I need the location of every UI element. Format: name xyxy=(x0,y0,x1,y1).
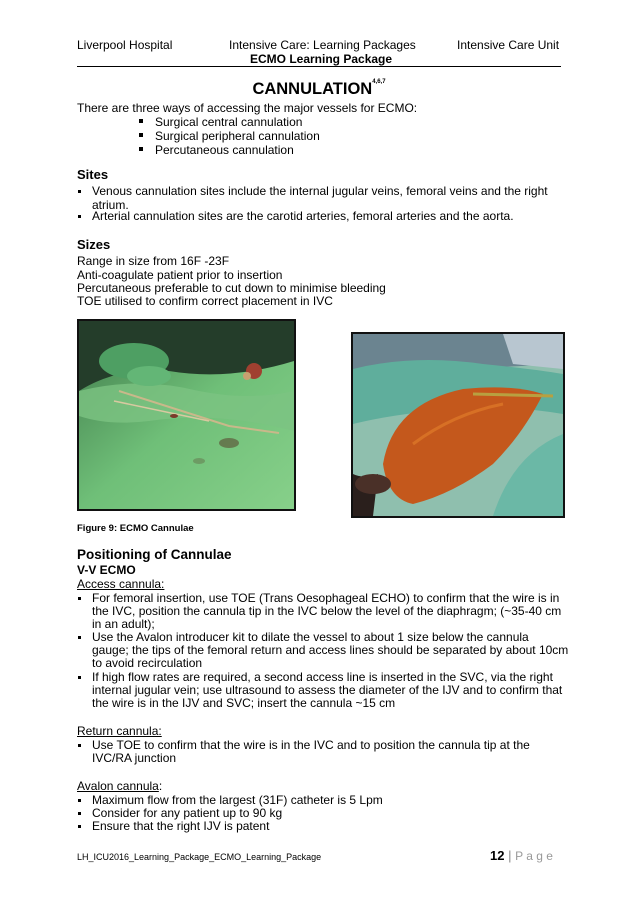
sites-item-2: Arterial cannulation sites are the carotid arteries, femoral arteries and the aorta. xyxy=(92,209,514,223)
sizes-line-4: TOE utilised to confirm correct placement in IVC xyxy=(77,294,333,308)
sites-item-1-line-2: atrium. xyxy=(92,198,129,212)
sites-item-1-line-1: Venous cannulation sites include the internal jugular veins, femoral veins and the right xyxy=(92,184,548,198)
access-method-2: Surgical peripheral cannulation xyxy=(155,129,320,143)
positioning-heading: Positioning of Cannulae xyxy=(77,547,232,562)
bullet xyxy=(139,147,143,151)
page-number: 12 | P a g e xyxy=(490,848,553,863)
return-cannula-label: Return cannula: xyxy=(77,724,162,738)
cannulae-photo-left xyxy=(77,319,296,511)
return-item-line-2: IVC/RA junction xyxy=(92,751,177,765)
figure-caption: Figure 9: ECMO Cannulae xyxy=(77,523,194,534)
access-item-2-line-2: gauge; the tips of the femoral return and access lines should be separated by about 10cm xyxy=(92,643,569,657)
bullet xyxy=(78,812,81,815)
sizes-line-2: Anti-coagulate patient prior to insertion xyxy=(77,268,283,282)
bullet xyxy=(78,676,81,679)
sites-heading: Sites xyxy=(77,167,109,182)
avalon-cannula-label: Avalon cannula: xyxy=(77,779,163,793)
avalon-item-2: Consider for any patient up to 90 kg xyxy=(92,806,283,820)
return-item-line-1: Use TOE to confirm that the wire is in the IVC and to position the cannula tip at the xyxy=(92,738,530,752)
access-item-1-line-1: For femoral insertion, use TOE (Trans Oesophageal ECHO) to confirm that the wire is in xyxy=(92,591,560,605)
bullet xyxy=(78,744,81,747)
bullet xyxy=(139,119,143,123)
cannulae-photo-right xyxy=(351,332,565,518)
header-hospital: Liverpool Hospital xyxy=(77,38,173,52)
femoral-site-image xyxy=(353,334,563,516)
header-subtitle: ECMO Learning Package xyxy=(250,52,393,66)
header-unit: Intensive Care Unit xyxy=(457,38,560,52)
access-item-3-line-3: the wire is in the IJV and SVC; insert the cannula ~15 cm xyxy=(92,696,396,710)
vv-ecmo-subheading: V-V ECMO xyxy=(77,563,136,577)
access-cannula-label: Access cannula: xyxy=(77,577,165,591)
sizes-heading: Sizes xyxy=(77,237,111,252)
page-separator: | xyxy=(508,848,512,863)
header-rule xyxy=(77,66,561,67)
bullet xyxy=(78,190,81,193)
bullet xyxy=(78,636,81,639)
title-references: 4,6,7 xyxy=(372,79,386,85)
avalon-item-3: Ensure that the right IJV is patent xyxy=(92,819,270,833)
bullet xyxy=(78,215,81,218)
access-item-2-line-3: to avoid recirculation xyxy=(92,656,203,670)
access-method-3: Percutaneous cannulation xyxy=(155,143,294,157)
bullet xyxy=(139,133,143,137)
sizes-line-3: Percutaneous preferable to cut down to minimise bleeding xyxy=(77,281,386,295)
access-item-3-line-2: internal jugular vein; use ultrasound to assess the diameter of the IJV and to confirm that xyxy=(92,683,563,697)
bullet xyxy=(78,597,81,600)
sizes-line-1: Range in size from 16F -23F xyxy=(77,254,230,268)
access-item-2-line-1: Use the Avalon introducer kit to dilate the vessel to about 1 size below the cannula xyxy=(92,630,529,644)
avalon-item-1: Maximum flow from the largest (31F) catheter is 5 Lpm xyxy=(92,793,383,807)
intro-text: There are three ways of accessing the major vessels for ECMO: xyxy=(77,101,418,115)
access-method-1: Surgical central cannulation xyxy=(155,115,303,129)
surgical-scene-image xyxy=(79,321,294,509)
footer-document-name: LH_ICU2016_Learning_Package_ECMO_Learning_Package xyxy=(77,852,322,862)
bullet xyxy=(78,799,81,802)
access-item-1-line-3: in an adult); xyxy=(92,617,155,631)
access-item-1-line-2: the IVC, position the cannula tip in the IVC below the level of the diaphragm; (~35-40 cm xyxy=(92,604,562,618)
access-item-3-line-1: If high flow rates are required, a second access line is inserted in the SVC, via the right xyxy=(92,670,553,684)
bullet xyxy=(78,825,81,828)
page-word: P a g e xyxy=(515,849,553,863)
header-package: Intensive Care: Learning Packages xyxy=(229,38,416,52)
page-title: CANNULATION$^{4,6,7}$ xyxy=(252,79,386,98)
